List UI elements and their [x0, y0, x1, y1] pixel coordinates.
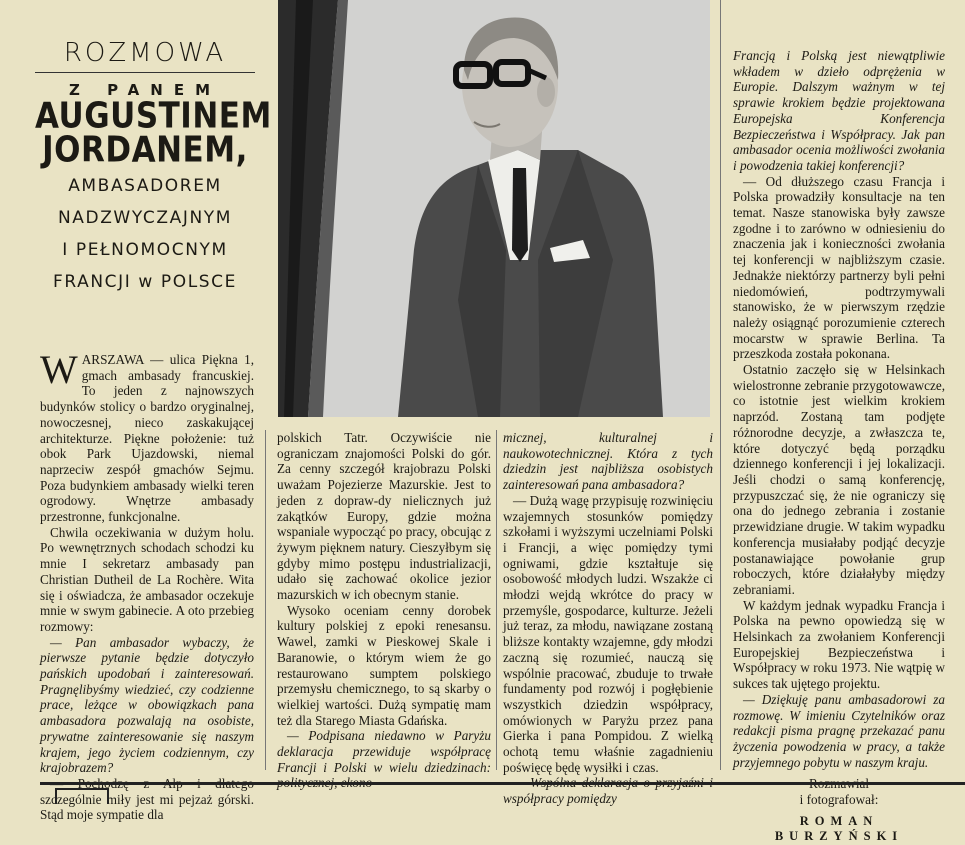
paragraph: W każdym jednak wypadku Francja i Polska na pewno opowiedzą się w Helsinkach za zwołaniem Konferencji Europejskiej Bezpieczeństwa i Współpracy w roku 1973. Nie wątpię w sukces tak ujętego projektu.	[733, 597, 945, 692]
lead-paragraph: WARSZAWA — ulica Piękna 1, gmach ambasady francuskiej. To jeden z najnowszych budynków stolicy o bardzo oryginalnej, nowoczesnej, nieco zaskakującej architekturze. Piękne położenie: tuż obok Park Ujazdowski, niemal naprzeciw zespół gmachów Sejmu. Poza budynkiem ambasady wielki teren ogrodowy. Wnętrze ambasady przestronne, funkcjonalne.	[40, 347, 254, 525]
closing-thanks: — Dziękuję panu ambasadorowi za rozmowę. W imieniu Czytelników oraz redakcji pisma pragnę przekazać panu życzenia powodzenia w pracy, a także przyjemnego pobytu w naszym kraju.	[733, 691, 945, 770]
article-column-3	[503, 430, 713, 807]
headline-block	[35, 38, 272, 295]
credit-line: i fotografował:	[799, 792, 879, 808]
ambassador-photo	[278, 0, 710, 417]
column-divider	[720, 0, 721, 770]
name-line-2: JORDANEM,	[42, 129, 248, 171]
column-divider	[496, 430, 497, 770]
answer: szczególnie miły jest mi pejzaż górski. Stąd moje sympatie dla	[40, 791, 254, 823]
title-line: NADZWYCZAJNYM	[57, 208, 233, 228]
paragraph: Wysoko oceniam cenny dorobek kultury polskiej z epoki renesansu. Wawel, zamki w Pieskowej Skale i Baranowie, o którym wiem że go restaurowano sumptem polskiego przemysłu chemicznego, to są skarby o wielkiej wartości. Dużą sympatię mam też dla Starego Miasta Gdańska.	[277, 602, 491, 728]
answer: — Od dłuższego czasu Francja i Polska prowadziły konsultacje na ten temat. Nasze stanowiska były zawsze zgodne i to zarówno w odniesieniu do znaczenia jak i konieczności zwołania tej konferencji w najbliższym czasie. Jednakże niektórzy partnerzy byli pełni niedomówień, podtrzymywali stanowisko, że w pierwszym rzędzie należy osiągnąć porozumienie czterech mocarstw w sprawie Berlina. Ta przeszkoda została pokonana.	[733, 173, 945, 362]
article-column-4	[733, 48, 945, 845]
bottom-rule	[40, 782, 965, 785]
paragraph: Ostatnio zaczęło się w Helsinkach wielostronne zebranie przygotowawcze, co istotnie jest wielkim krokiem naprzód. Zostaną tam podjęte różnorodne decyzje, a zwłaszcza te, które dotyczyć będą porządku dziennego konferencji i jej lokalizacji. Jeśli chodzi o samą konferencję, przypuszczać się, że nie ograniczy się ona do jednego zebrania i zostanie przewidziane drugie. W takim wypadku konferencja musiałaby podjąć decyzje postanawiające powołanie grup roboczych, które działałyby między zebraniami.	[733, 362, 946, 597]
question: — Pan ambasador wybaczy, że pierwsze pytanie będzie dotyczyło pańskich upodobań i zainteresowań. Pragnęlibyśmy wiedzieć, czy codzienne prace, leżące w obowiązkach pana ambasadora pozwalają na osobiste, prywatne zainteresowanie się naszym krajem, jego życiem codziennym, czy krajobrazem?	[40, 634, 254, 776]
question-continued: Francją i Polską jest niewątpliwie wkładem w dzieło odprężenia w Europie. Dalszym ważnym w tej sprawie krokiem będzie projektowana Europejska Konferencja Bezpieczeństwa i Współpracy. Jak pan ambasador ocenia możliwości zwołania i powodzenia takiej konferencji?	[733, 48, 945, 173]
kicker-rozmowa: ROZMOWA	[35, 38, 255, 73]
question: — Podpisana niedawno w Paryżu deklaracja przewiduje współpracę Francji i Polski w wielu dziedzinach:	[277, 728, 491, 775]
portrait-illustration	[278, 0, 710, 417]
paragraph: Chwila oczekiwania w dużym holu. Po wewnętrznych schodach schodzi ku mnie I sekretarz ambasady pan Christian Dutheil de La Rochère. Wita się i oświadcza, że ambasador oczekuje mnie w swym gabinecie. A oto przebieg rozmowy:	[40, 524, 254, 634]
column-divider	[265, 430, 266, 770]
title-line: I PEŁNOMOCNYM	[62, 240, 228, 260]
name-line-1: AUGUSTINEM	[35, 95, 272, 137]
article-column-2	[277, 430, 491, 791]
article-column-1	[40, 347, 254, 823]
bottom-box	[55, 788, 109, 804]
answer: — Dużą wagę przypisuję rozwinięciu wzajemnych stosunków pomiędzy szkołami i wyższymi uczelniami Polski i Francji, a więc pomiędzy tymi ogniwami, gdzie kształtuje się osobowość młodych ludzi. Wszakże ci młodzi wejdą wkrótce do pracy w przemyśle, gospodarce, kulturze. Jeżeli już teraz, za młodu, nawiązane zostaną bliższe kontakty wzajemne, gdy młodzi zaczną się rozumieć, nauczą się wspólnie pracować, zbuduje to trwałe fundamenty pod rozwój i pogłębienie wszystkich dziedzin współpracy, omówionych w Paryżu przez pana Gierka i pana Pompidou. Z wielką ochotą temu właśnie zagadnieniu poświęcę będę wysiłki i czas.	[503, 492, 713, 775]
paragraph: polskich Tatr. Oczywiście nie ograniczam znajomości Polski do gór. Za cenny szczegół krajobrazu Polski uważam Pojezierze Mazurskie. Jest to jeden z dopraw-dy nielicznych już zakątków Europy, gdzie można wspaniale wypocząć po pracy, obcując z żywym pięknem natury. Cieszyłbym się gdyby mimo postępu industrializacji, udało się zachować okolice jezior mazurskich w ich obecnym stanie.	[277, 430, 491, 603]
title-line: FRANCJI w POLSCE	[53, 272, 237, 292]
question-continued: micznej, kulturalnej i naukowotechnicznej. Która z tych dziedzin jest najbliższa osobistych zainteresowań pana ambasadora?	[503, 430, 713, 493]
author-signature: ROMAN BURZYŃSKI	[774, 813, 904, 844]
kicker-z-panem: Z PANEM	[68, 81, 222, 99]
drop-cap: W	[40, 347, 78, 392]
title-line: AMBASADOREM	[68, 176, 222, 196]
question: współpracy pomiędzy	[503, 791, 617, 807]
